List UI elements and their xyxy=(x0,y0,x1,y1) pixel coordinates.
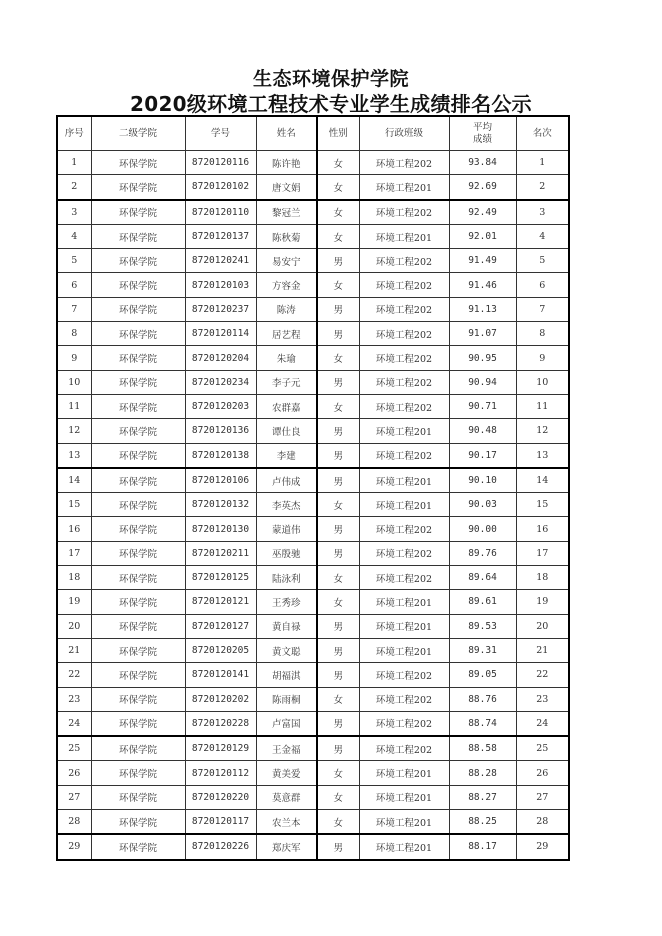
cell-class: 环境工程202 xyxy=(359,346,449,370)
cell-name: 卢伟成 xyxy=(256,468,317,493)
cell-rank: 21 xyxy=(516,638,569,662)
cell-index: 20 xyxy=(57,614,91,638)
cell-gender: 女 xyxy=(317,493,359,517)
table-row xyxy=(57,663,569,687)
cell-college: 环保学院 xyxy=(91,175,185,200)
cell-class: 环境工程202 xyxy=(359,370,449,394)
cell-name: 胡福淇 xyxy=(256,663,317,687)
cell-rank: 10 xyxy=(516,370,569,394)
cell-name: 李建 xyxy=(256,443,317,468)
cell-gender: 女 xyxy=(317,346,359,370)
cell-student-id: 8720120116 xyxy=(185,151,256,175)
cell-class: 环境工程202 xyxy=(359,200,449,225)
cell-class: 环境工程201 xyxy=(359,175,449,200)
cell-class: 环境工程201 xyxy=(359,761,449,785)
cell-index: 13 xyxy=(57,443,91,468)
ranking-table xyxy=(56,115,570,861)
cell-average-score: 92.49 xyxy=(449,200,516,225)
cell-gender: 女 xyxy=(317,175,359,200)
table-row xyxy=(57,590,569,614)
cell-student-id: 8720120237 xyxy=(185,297,256,321)
cell-name: 谭仕良 xyxy=(256,419,317,443)
cell-student-id: 8720120114 xyxy=(185,322,256,346)
cell-college: 环保学院 xyxy=(91,249,185,273)
cell-rank: 12 xyxy=(516,419,569,443)
cell-average-score: 92.01 xyxy=(449,224,516,248)
cell-index: 2 xyxy=(57,175,91,200)
cell-gender: 男 xyxy=(317,419,359,443)
cell-student-id: 8720120110 xyxy=(185,200,256,225)
cell-index: 3 xyxy=(57,200,91,225)
cell-name: 易安宁 xyxy=(256,249,317,273)
cell-rank: 28 xyxy=(516,810,569,835)
cell-student-id: 8720120141 xyxy=(185,663,256,687)
cell-average-score: 93.84 xyxy=(449,151,516,175)
cell-gender: 男 xyxy=(317,663,359,687)
cell-index: 17 xyxy=(57,541,91,565)
cell-average-score: 91.49 xyxy=(449,249,516,273)
cell-rank: 29 xyxy=(516,834,569,859)
cell-index: 22 xyxy=(57,663,91,687)
cell-student-id: 8720120138 xyxy=(185,443,256,468)
cell-college: 环保学院 xyxy=(91,614,185,638)
cell-name: 陈许艳 xyxy=(256,151,317,175)
header-class: 行政班级 xyxy=(359,116,449,151)
cell-index: 1 xyxy=(57,151,91,175)
cell-rank: 18 xyxy=(516,566,569,590)
cell-gender: 女 xyxy=(317,394,359,418)
cell-class: 环境工程202 xyxy=(359,394,449,418)
cell-gender: 男 xyxy=(317,638,359,662)
cell-student-id: 8720120130 xyxy=(185,517,256,541)
cell-class: 环境工程202 xyxy=(359,322,449,346)
cell-class: 环境工程202 xyxy=(359,443,449,468)
cell-student-id: 8720120106 xyxy=(185,468,256,493)
cell-index: 24 xyxy=(57,711,91,736)
cell-rank: 25 xyxy=(516,736,569,761)
table-row xyxy=(57,711,569,736)
cell-rank: 24 xyxy=(516,711,569,736)
cell-student-id: 8720120127 xyxy=(185,614,256,638)
cell-index: 7 xyxy=(57,297,91,321)
cell-gender: 女 xyxy=(317,151,359,175)
cell-student-id: 8720120202 xyxy=(185,687,256,711)
cell-average-score: 90.95 xyxy=(449,346,516,370)
header-average-score xyxy=(449,116,516,151)
cell-gender: 男 xyxy=(317,834,359,859)
cell-class: 环境工程201 xyxy=(359,810,449,835)
table-row xyxy=(57,394,569,418)
table-row xyxy=(57,614,569,638)
cell-average-score: 90.10 xyxy=(449,468,516,493)
cell-gender: 男 xyxy=(317,322,359,346)
cell-college: 环保学院 xyxy=(91,663,185,687)
cell-college: 环保学院 xyxy=(91,834,185,859)
cell-gender: 女 xyxy=(317,200,359,225)
cell-class: 环境工程201 xyxy=(359,419,449,443)
cell-name: 农群嘉 xyxy=(256,394,317,418)
cell-gender: 男 xyxy=(317,517,359,541)
table-row xyxy=(57,346,569,370)
cell-rank: 15 xyxy=(516,493,569,517)
cell-average-score: 88.58 xyxy=(449,736,516,761)
table-row xyxy=(57,370,569,394)
header-name: 姓名 xyxy=(256,116,317,151)
cell-student-id: 8720120234 xyxy=(185,370,256,394)
header-average-line1: 平均 xyxy=(472,121,492,133)
cell-name: 巫殷驰 xyxy=(256,541,317,565)
cell-class: 环境工程201 xyxy=(359,614,449,638)
cell-name: 居艺程 xyxy=(256,322,317,346)
header-student-id: 学号 xyxy=(185,116,256,151)
cell-index: 12 xyxy=(57,419,91,443)
cell-rank: 19 xyxy=(516,590,569,614)
cell-index: 6 xyxy=(57,273,91,297)
cell-college: 环保学院 xyxy=(91,443,185,468)
cell-rank: 1 xyxy=(516,151,569,175)
cell-rank: 9 xyxy=(516,346,569,370)
table-row xyxy=(57,273,569,297)
cell-index: 16 xyxy=(57,517,91,541)
cell-index: 15 xyxy=(57,493,91,517)
cell-index: 19 xyxy=(57,590,91,614)
cell-college: 环保学院 xyxy=(91,297,185,321)
cell-average-score: 90.17 xyxy=(449,443,516,468)
cell-gender: 女 xyxy=(317,761,359,785)
header-college: 二级学院 xyxy=(91,116,185,151)
header-rank: 名次 xyxy=(516,116,569,151)
cell-index: 11 xyxy=(57,394,91,418)
table-row xyxy=(57,175,569,200)
cell-rank: 14 xyxy=(516,468,569,493)
cell-college: 环保学院 xyxy=(91,419,185,443)
table-row xyxy=(57,468,569,493)
cell-class: 环境工程202 xyxy=(359,517,449,541)
cell-college: 环保学院 xyxy=(91,394,185,418)
cell-student-id: 8720120205 xyxy=(185,638,256,662)
cell-student-id: 8720120121 xyxy=(185,590,256,614)
cell-college: 环保学院 xyxy=(91,761,185,785)
cell-index: 28 xyxy=(57,810,91,835)
cell-class: 环境工程202 xyxy=(359,249,449,273)
table-row xyxy=(57,566,569,590)
cell-class: 环境工程201 xyxy=(359,468,449,493)
cell-rank: 16 xyxy=(516,517,569,541)
cell-student-id: 8720120125 xyxy=(185,566,256,590)
cell-college: 环保学院 xyxy=(91,736,185,761)
cell-index: 25 xyxy=(57,736,91,761)
cell-name: 唐文娟 xyxy=(256,175,317,200)
cell-rank: 20 xyxy=(516,614,569,638)
table-row xyxy=(57,785,569,809)
cell-student-id: 8720120129 xyxy=(185,736,256,761)
cell-class: 环境工程201 xyxy=(359,638,449,662)
cell-class: 环境工程202 xyxy=(359,151,449,175)
cell-average-score: 89.61 xyxy=(449,590,516,614)
cell-gender: 男 xyxy=(317,736,359,761)
cell-college: 环保学院 xyxy=(91,711,185,736)
cell-college: 环保学院 xyxy=(91,810,185,835)
cell-college: 环保学院 xyxy=(91,151,185,175)
cell-average-score: 92.69 xyxy=(449,175,516,200)
cell-rank: 26 xyxy=(516,761,569,785)
cell-student-id: 8720120132 xyxy=(185,493,256,517)
cell-gender: 女 xyxy=(317,566,359,590)
cell-average-score: 90.94 xyxy=(449,370,516,394)
cell-student-id: 8720120102 xyxy=(185,175,256,200)
table-row xyxy=(57,200,569,225)
cell-student-id: 8720120220 xyxy=(185,785,256,809)
cell-student-id: 8720120112 xyxy=(185,761,256,785)
cell-student-id: 8720120226 xyxy=(185,834,256,859)
page-title-ranking: 2020级环境工程技术专业学生成绩排名公示 xyxy=(130,92,532,116)
cell-average-score: 90.03 xyxy=(449,493,516,517)
table-row xyxy=(57,322,569,346)
table-row xyxy=(57,834,569,859)
cell-average-score: 90.48 xyxy=(449,419,516,443)
cell-rank: 4 xyxy=(516,224,569,248)
cell-college: 环保学院 xyxy=(91,785,185,809)
cell-rank: 7 xyxy=(516,297,569,321)
cell-gender: 男 xyxy=(317,614,359,638)
header-index: 序号 xyxy=(57,116,91,151)
cell-average-score: 89.53 xyxy=(449,614,516,638)
cell-class: 环境工程202 xyxy=(359,687,449,711)
cell-rank: 22 xyxy=(516,663,569,687)
cell-index: 5 xyxy=(57,249,91,273)
cell-name: 方容金 xyxy=(256,273,317,297)
cell-average-score: 89.76 xyxy=(449,541,516,565)
table-row xyxy=(57,541,569,565)
cell-index: 26 xyxy=(57,761,91,785)
cell-gender: 女 xyxy=(317,590,359,614)
cell-index: 29 xyxy=(57,834,91,859)
cell-index: 10 xyxy=(57,370,91,394)
cell-average-score: 89.64 xyxy=(449,566,516,590)
header-average-line2: 成绩 xyxy=(472,133,492,145)
cell-name: 农兰本 xyxy=(256,810,317,835)
cell-student-id: 8720120203 xyxy=(185,394,256,418)
cell-class: 环境工程201 xyxy=(359,224,449,248)
cell-gender: 男 xyxy=(317,443,359,468)
cell-gender: 女 xyxy=(317,687,359,711)
table-row xyxy=(57,493,569,517)
cell-average-score: 91.13 xyxy=(449,297,516,321)
cell-class: 环境工程201 xyxy=(359,590,449,614)
table-row xyxy=(57,151,569,175)
table-row xyxy=(57,687,569,711)
cell-rank: 27 xyxy=(516,785,569,809)
cell-rank: 3 xyxy=(516,200,569,225)
cell-college: 环保学院 xyxy=(91,517,185,541)
cell-index: 9 xyxy=(57,346,91,370)
cell-name: 郑庆军 xyxy=(256,834,317,859)
cell-class: 环境工程201 xyxy=(359,834,449,859)
cell-college: 环保学院 xyxy=(91,370,185,394)
cell-college: 环保学院 xyxy=(91,346,185,370)
cell-name: 卢富国 xyxy=(256,711,317,736)
cell-student-id: 8720120241 xyxy=(185,249,256,273)
cell-class: 环境工程202 xyxy=(359,566,449,590)
cell-gender: 男 xyxy=(317,297,359,321)
cell-class: 环境工程202 xyxy=(359,663,449,687)
cell-name: 陈雨桐 xyxy=(256,687,317,711)
cell-rank: 11 xyxy=(516,394,569,418)
cell-gender: 女 xyxy=(317,273,359,297)
cell-gender: 女 xyxy=(317,224,359,248)
cell-average-score: 91.46 xyxy=(449,273,516,297)
cell-name: 黄美爱 xyxy=(256,761,317,785)
cell-name: 陈涛 xyxy=(256,297,317,321)
cell-college: 环保学院 xyxy=(91,200,185,225)
cell-name: 李子元 xyxy=(256,370,317,394)
cell-average-score: 90.71 xyxy=(449,394,516,418)
header-gender: 性别 xyxy=(317,116,359,151)
table-row xyxy=(57,638,569,662)
cell-name: 黄文聪 xyxy=(256,638,317,662)
page-title-school: 生态环境保护学院 xyxy=(252,68,409,90)
cell-name: 黄自禄 xyxy=(256,614,317,638)
cell-college: 环保学院 xyxy=(91,590,185,614)
cell-college: 环保学院 xyxy=(91,322,185,346)
cell-rank: 17 xyxy=(516,541,569,565)
cell-gender: 男 xyxy=(317,249,359,273)
cell-name: 陆泳利 xyxy=(256,566,317,590)
cell-student-id: 8720120117 xyxy=(185,810,256,835)
cell-class: 环境工程201 xyxy=(359,785,449,809)
cell-average-score: 90.00 xyxy=(449,517,516,541)
cell-college: 环保学院 xyxy=(91,468,185,493)
cell-rank: 5 xyxy=(516,249,569,273)
cell-name: 李英杰 xyxy=(256,493,317,517)
cell-college: 环保学院 xyxy=(91,638,185,662)
cell-average-score: 88.27 xyxy=(449,785,516,809)
cell-average-score: 91.07 xyxy=(449,322,516,346)
cell-class: 环境工程202 xyxy=(359,711,449,736)
cell-college: 环保学院 xyxy=(91,541,185,565)
cell-student-id: 8720120103 xyxy=(185,273,256,297)
cell-student-id: 8720120137 xyxy=(185,224,256,248)
cell-class: 环境工程202 xyxy=(359,736,449,761)
table-row xyxy=(57,297,569,321)
cell-student-id: 8720120204 xyxy=(185,346,256,370)
cell-student-id: 8720120136 xyxy=(185,419,256,443)
table-header-row xyxy=(57,116,569,151)
cell-rank: 13 xyxy=(516,443,569,468)
cell-college: 环保学院 xyxy=(91,687,185,711)
cell-rank: 2 xyxy=(516,175,569,200)
cell-index: 4 xyxy=(57,224,91,248)
cell-gender: 女 xyxy=(317,785,359,809)
cell-index: 23 xyxy=(57,687,91,711)
cell-name: 陈秋菊 xyxy=(256,224,317,248)
cell-average-score: 89.05 xyxy=(449,663,516,687)
cell-gender: 女 xyxy=(317,810,359,835)
cell-name: 莫意群 xyxy=(256,785,317,809)
cell-index: 8 xyxy=(57,322,91,346)
cell-name: 黎冠兰 xyxy=(256,200,317,225)
cell-index: 21 xyxy=(57,638,91,662)
cell-student-id: 8720120211 xyxy=(185,541,256,565)
cell-college: 环保学院 xyxy=(91,566,185,590)
cell-index: 14 xyxy=(57,468,91,493)
table-row xyxy=(57,517,569,541)
cell-name: 朱瑜 xyxy=(256,346,317,370)
cell-rank: 8 xyxy=(516,322,569,346)
cell-name: 蒙道伟 xyxy=(256,517,317,541)
cell-gender: 男 xyxy=(317,541,359,565)
table-row xyxy=(57,224,569,248)
cell-class: 环境工程202 xyxy=(359,541,449,565)
cell-index: 27 xyxy=(57,785,91,809)
cell-average-score: 88.17 xyxy=(449,834,516,859)
cell-average-score: 88.25 xyxy=(449,810,516,835)
table-row xyxy=(57,419,569,443)
cell-index: 18 xyxy=(57,566,91,590)
cell-rank: 6 xyxy=(516,273,569,297)
cell-college: 环保学院 xyxy=(91,273,185,297)
cell-average-score: 88.74 xyxy=(449,711,516,736)
cell-name: 王金福 xyxy=(256,736,317,761)
cell-average-score: 88.28 xyxy=(449,761,516,785)
table-row xyxy=(57,443,569,468)
cell-average-score: 89.31 xyxy=(449,638,516,662)
table-row xyxy=(57,761,569,785)
cell-gender: 男 xyxy=(317,711,359,736)
cell-average-score: 88.76 xyxy=(449,687,516,711)
table-row xyxy=(57,249,569,273)
cell-gender: 男 xyxy=(317,468,359,493)
cell-class: 环境工程202 xyxy=(359,297,449,321)
cell-class: 环境工程202 xyxy=(359,273,449,297)
cell-student-id: 8720120228 xyxy=(185,711,256,736)
cell-class: 环境工程201 xyxy=(359,493,449,517)
cell-name: 王秀珍 xyxy=(256,590,317,614)
cell-college: 环保学院 xyxy=(91,493,185,517)
cell-college: 环保学院 xyxy=(91,224,185,248)
table-row xyxy=(57,736,569,761)
cell-rank: 23 xyxy=(516,687,569,711)
table-row xyxy=(57,810,569,835)
cell-gender: 男 xyxy=(317,370,359,394)
